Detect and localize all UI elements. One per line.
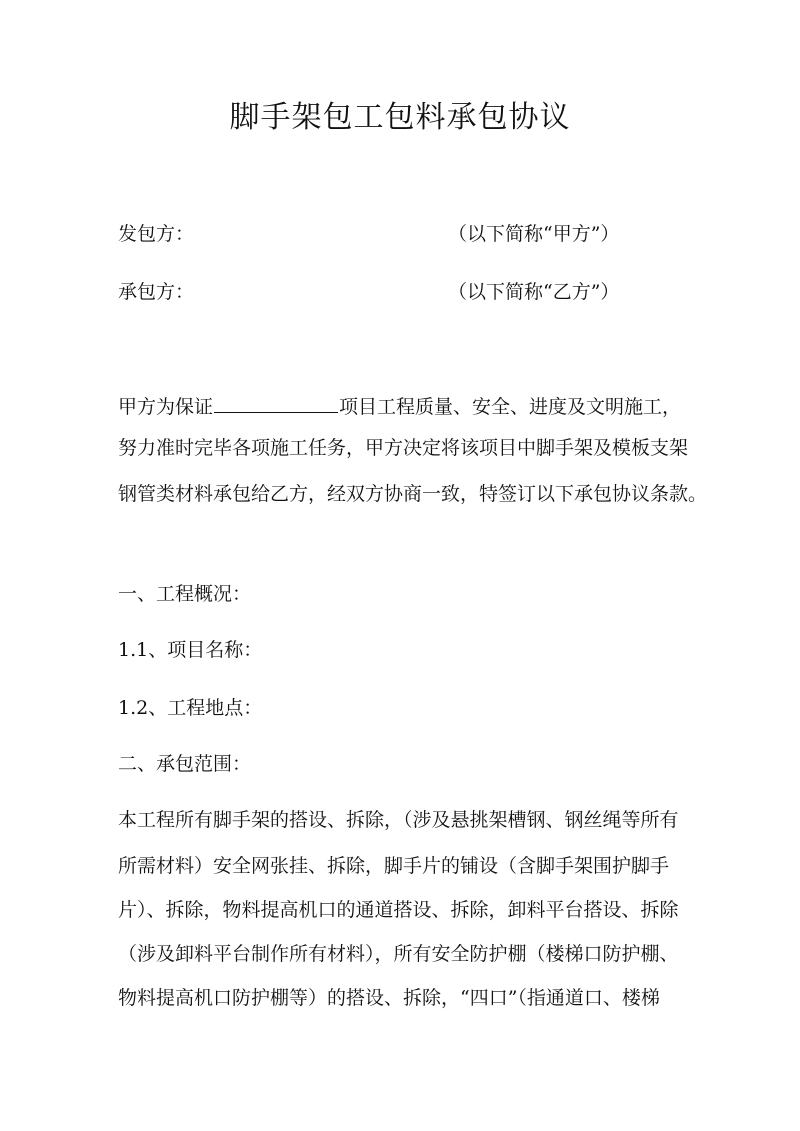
section-1-item-2: 1.2、工程地点： — [118, 697, 263, 719]
section-2-line: 物料提高机口防护棚等）的搭设、拆除，“四口”（指通道口、楼梯 — [118, 987, 660, 1009]
intro-line-1-after: 项目工程质量、安全、进度及文明施工， — [339, 396, 682, 418]
section-2-line: 本工程所有脚手架的搭设、拆除，（涉及悬挑架槽钢、钢丝绳等所有 — [118, 809, 679, 831]
contractor-note: （以下简称“甲方”） — [448, 223, 620, 245]
intro-line-1 — [118, 392, 688, 421]
section-2-line: （涉及卸料平台制作所有材料），所有安全防护棚（楼梯口防护棚、 — [118, 943, 679, 965]
section-2-heading: 二、承包范围： — [118, 753, 252, 775]
contractor-label: 发包方： — [118, 223, 195, 245]
section-2-line: 片）、拆除，物料提高机口的通道搭设、拆除，卸料平台搭设、拆除 — [118, 899, 679, 921]
document-title: 脚手架包工包料承包协议 — [229, 100, 571, 135]
section-2-line: 所需材料）安全网张挂、拆除，脚手片的铺设（含脚手架围护脚手 — [118, 855, 670, 877]
intro-line-1-before: 甲方为保证 — [118, 396, 214, 418]
section-1-heading: 一、工程概况： — [118, 583, 252, 605]
project-name-blank — [214, 392, 338, 413]
subcontractor-label: 承包方： — [118, 281, 195, 303]
subcontractor-note: （以下简称“乙方”） — [448, 281, 620, 303]
intro-line-2: 努力准时完毕各项施工任务，甲方决定将该项目中脚手架及模板支架 — [118, 437, 689, 459]
intro-line-3: 钢管类材料承包给乙方，经双方协商一致，特签订以下承包协议条款。 — [118, 483, 708, 505]
section-1-item-1: 1.1、项目名称： — [118, 639, 263, 661]
